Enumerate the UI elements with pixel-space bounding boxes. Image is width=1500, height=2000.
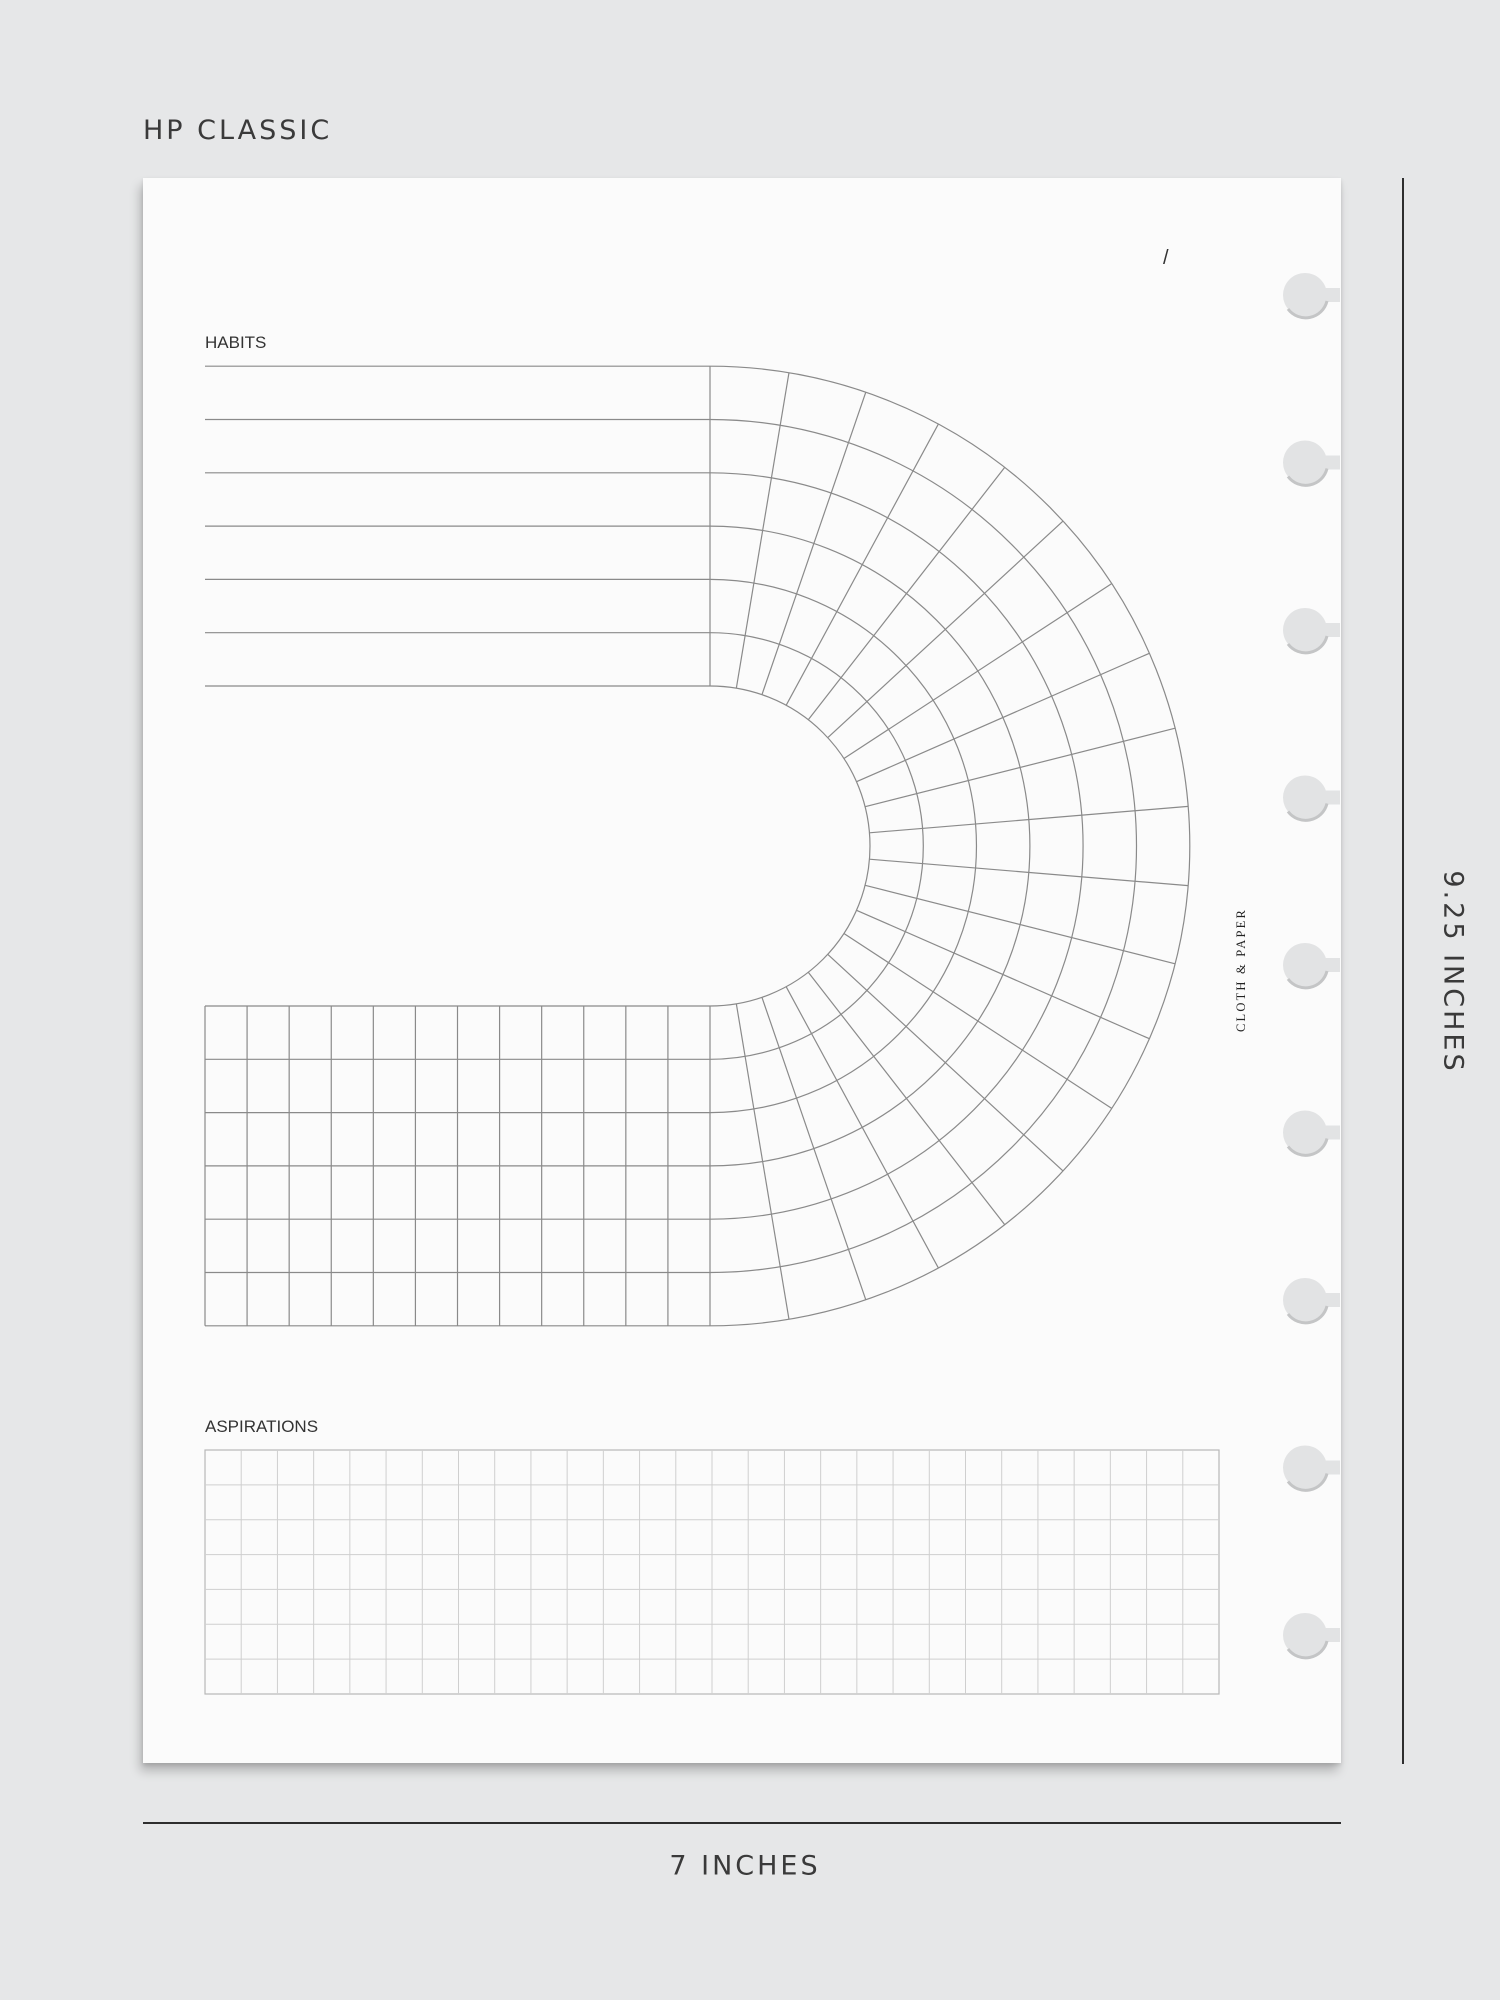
tracker-arc-divider [762, 997, 866, 1299]
tracker-arc-divider [865, 728, 1175, 807]
tracker-arc-divider [857, 910, 1150, 1038]
tracker-arc-divider [869, 859, 1188, 885]
product-size-label: HP CLASSIC [143, 115, 333, 146]
disc-hole [1283, 1613, 1340, 1658]
tracker-arc-divider [828, 521, 1063, 738]
disc-hole [1283, 608, 1340, 653]
disc-hole [1283, 1278, 1340, 1323]
disc-hole [1283, 273, 1340, 318]
tracker-arc-divider [808, 972, 1004, 1224]
tracker-arc-ring [710, 579, 976, 1112]
aspirations-dot-grid [205, 1450, 1219, 1694]
tracker-arc-divider [786, 424, 938, 705]
tracker-arc-ring [710, 366, 1190, 1326]
tracker-arc-divider [865, 885, 1175, 964]
tracker-arc-divider [762, 392, 866, 694]
disc-hole [1283, 943, 1340, 988]
habit-tracker-arc [710, 366, 1190, 1326]
tracker-arc-divider [736, 373, 789, 688]
tracker-arc-divider [828, 954, 1063, 1171]
tracker-arc-divider [857, 653, 1150, 781]
habit-tracker-grid [205, 1006, 710, 1326]
tracker-arc-divider [808, 467, 1004, 719]
tracker-arc-divider [869, 806, 1188, 832]
habit-name-lines [205, 366, 710, 686]
disc-hole [1283, 776, 1340, 821]
tracker-arc-divider [844, 584, 1112, 759]
tracker-arc-divider [844, 934, 1112, 1109]
date-separator: / [1163, 247, 1169, 269]
height-measure-label: 9.25 INCHES [1437, 870, 1469, 1074]
tracker-arc-ring [710, 633, 923, 1060]
disc-holes [1283, 273, 1340, 1658]
width-measure-label: 7 INCHES [669, 1850, 821, 1882]
aspirations-heading: ASPIRATIONS [205, 1417, 319, 1436]
disc-hole [1283, 1446, 1340, 1491]
tracker-arc-ring [710, 686, 870, 1006]
brand-logo-text: CLOTH & PAPER [1234, 908, 1248, 1032]
habits-heading: HABITS [205, 333, 267, 352]
disc-hole [1283, 1111, 1340, 1156]
tracker-arc-divider [786, 987, 938, 1268]
tracker-arc-divider [736, 1004, 789, 1319]
disc-hole [1283, 441, 1340, 486]
